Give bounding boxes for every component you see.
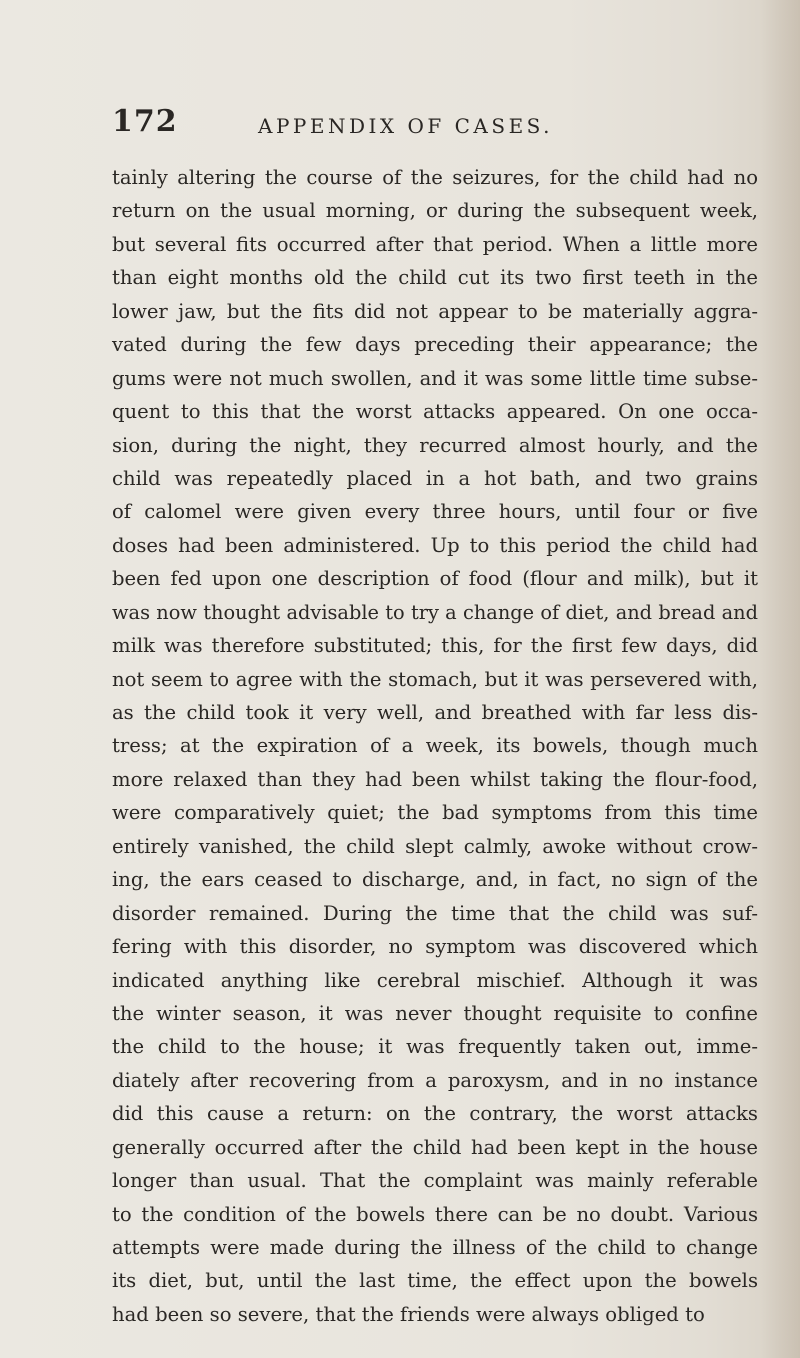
text-line: indicated anything like cerebral mischief. Although it was <box>112 968 758 992</box>
text-line: the winter season, it was never thought requisite to confine <box>112 1001 758 1025</box>
page-edge-shadow <box>760 0 800 1358</box>
text-line: generally occurred after the child had been kept in the house <box>112 1135 758 1159</box>
text-line: disorder remained. During the time that the child was suf- <box>112 901 758 925</box>
text-line: than eight months old the child cut its two first teeth in the <box>112 266 758 290</box>
text-line: as the child took it very well, and breathed with far less dis- <box>112 701 758 724</box>
text-line: the child to the house; it was frequently taken out, imme- <box>112 1035 758 1059</box>
text-line: entirely vanished, the child slept calmly, awoke without crow- <box>112 834 758 858</box>
text-line: lower jaw, but the fits did not appear to be materially aggra- <box>112 299 758 323</box>
text-line: longer than usual. That the complaint was mainly referable <box>112 1169 758 1193</box>
text-line: fering with this disorder, no symptom was discovered which <box>112 935 758 959</box>
text-line: milk was therefore substituted; this, for the first few days, did <box>112 634 758 658</box>
page-number: 172 <box>112 104 178 139</box>
text-line: of calomel were given every three hours, until four or five <box>112 500 758 524</box>
body-text <box>112 161 758 1331</box>
text-line: were comparatively quiet; the bad symptoms from this time <box>112 801 758 825</box>
text-line: sion, during the night, they recurred almost hourly, and the <box>112 433 758 457</box>
text-line: diately after recovering from a paroxysm, and in no instance <box>112 1068 758 1092</box>
text-line: ing, the ears ceased to discharge, and, in fact, no sign of the <box>112 868 758 892</box>
text-line: had been so severe, that the friends were always obliged to <box>112 1302 705 1326</box>
text-line: tress; at the expiration of a week, its bowels, though much <box>112 734 758 758</box>
text-line: gums were not much swollen, and it was some little time subse- <box>112 366 758 390</box>
text-line: more relaxed than they had been whilst taking the flour-food, <box>112 767 758 791</box>
text-line: tainly altering the course of the seizures, for the child had no <box>112 166 758 189</box>
running-title: APPENDIX OF CASES. <box>258 114 554 138</box>
text-line: been fed upon one description of food (flour and milk), but it <box>112 567 758 591</box>
text-line: not seem to agree with the stomach, but it was persevered with, <box>112 667 758 691</box>
text-line: vated during the few days preceding their appearance; the <box>112 333 758 357</box>
text-line: quent to this that the worst attacks appeared. On one occa- <box>112 400 758 424</box>
text-line: was now thought advisable to try a change of diet, and bread and <box>112 600 758 624</box>
running-head <box>112 104 752 144</box>
text-line: return on the usual morning, or during the subsequent week, <box>112 199 758 223</box>
text-line: but several fits occurred after that period. When a little more <box>112 232 758 256</box>
text-line: child was repeatedly placed in a hot bath, and two grains <box>112 466 758 490</box>
text-line: attempts were made during the illness of the child to change <box>112 1236 758 1259</box>
text-line: to the condition of the bowels there can be no doubt. Various <box>112 1202 758 1226</box>
text-line: did this cause a return: on the contrary, the worst attacks <box>112 1102 758 1126</box>
text-line: its diet, but, until the last time, the effect upon the bowels <box>112 1269 758 1293</box>
text-line: doses had been administered. Up to this period the child had <box>112 533 758 557</box>
